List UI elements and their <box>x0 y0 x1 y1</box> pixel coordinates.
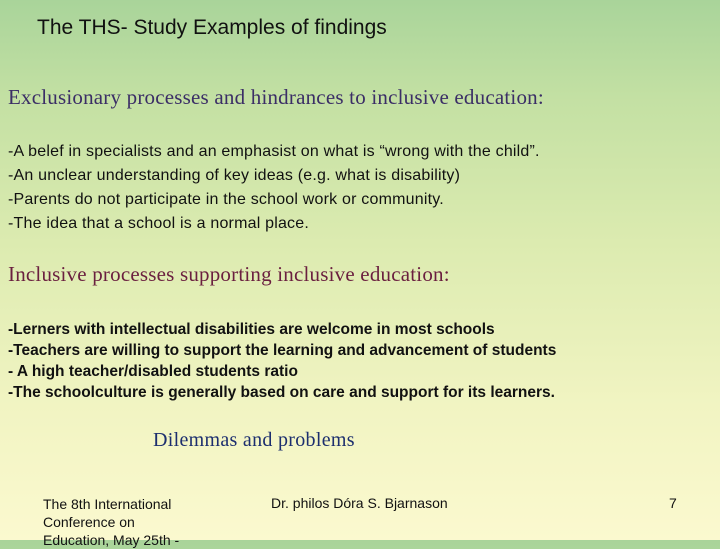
list-item: -The schoolculture is generally based on care and support for its learners. <box>8 384 555 401</box>
list-item: -Teachers are willing to support the learning and advancement of students <box>8 342 557 359</box>
footer-author: Dr. philos Dóra S. Bjarnason <box>271 495 448 511</box>
page-number: 7 <box>669 495 677 511</box>
slide-title: The THS- Study Examples of findings <box>37 16 387 39</box>
exclusionary-heading: Exclusionary processes and hindrances to inclusive education: <box>8 85 544 109</box>
exclusionary-list <box>8 140 540 236</box>
list-item: -An unclear understanding of key ideas (e.g. what is disability) <box>8 167 461 184</box>
list-item: -The idea that a school is a normal place. <box>8 215 310 232</box>
list-item: -Parents do not participate in the school work or community. <box>8 191 444 208</box>
footer-conference: The 8th International Conference on Education, May 25th - <box>43 496 180 548</box>
list-item: -A belef in specialists and an emphasist on what is “wrong with the child”. <box>8 143 540 160</box>
list-item: - A high teacher/disabled students ratio <box>8 363 298 380</box>
inclusive-list <box>8 319 556 403</box>
list-item: -Lerners with intellectual disabilities are welcome in most schools <box>8 321 495 338</box>
dilemmas-heading: Dilemmas and problems <box>153 429 355 451</box>
inclusive-heading: Inclusive processes supporting inclusive education: <box>8 262 450 286</box>
